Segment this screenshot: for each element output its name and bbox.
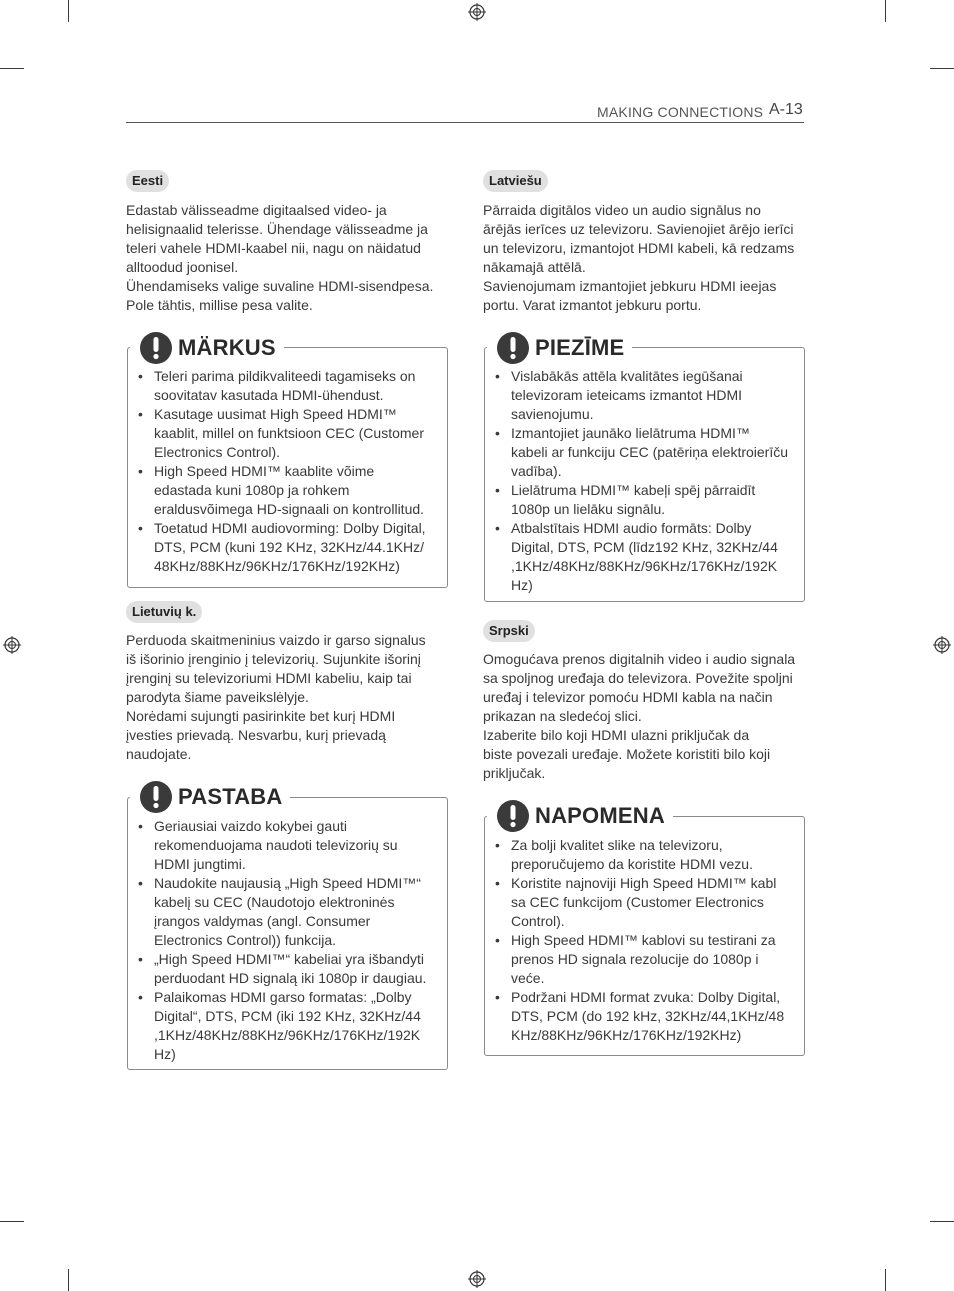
intro-paragraph-latviesu: Pārraida digitālos video un audio signālus no ārējās ierīces uz televizoru. Savienojiet ārējo ierīci un televizoru, izmantojot HDMI kabeli, kā redzams nākamajā attēlā. Savienojumam izmantojiet jebkuru HDMI ieejas portu. Varat izmantot jebkuru portu. [483, 202, 795, 313]
exclamation-icon [497, 800, 529, 832]
crop-mark [0, 1221, 24, 1222]
list-item: • Izmantojiet jaunāko lielātruma HDMI™ kabeli ar funkciju CEC (patēriņa elektroierīču vadība). [494, 424, 796, 481]
list-item: • Atbalstītais HDMI audio formāts: Dolby Digital, DTS, PCM (līdz192 KHz, 32KHz/44 ,1KHz/48KHz/88KHz/96KHz/176KHz/192K Hz) [494, 519, 796, 595]
list-item: • Vislabākās attēla kvalitātes iegūšanai televizoram ieteicams izmantot HDMI savienojumu. [494, 367, 796, 424]
intro-paragraph-eesti: Edastab välisseadme digitaalsed video- ja helisignaalid telerisse. Ühendage välisseadme ja teleri vahele HDMI-kaabel nii, nagu on näidatud alltoodud joonisel. Ühendamiseks valige suvaline HDMI-sisendpesa. Pole tähtis, millise pesa valite. [126, 202, 434, 313]
list-item: • High Speed HDMI™ kaablite võime edastada kuni 1080p ja rohkem eraldusvõimega HD-signaali on kontrollitud. [137, 462, 437, 519]
exclamation-icon [140, 781, 172, 813]
note-title: PASTABA [178, 784, 283, 809]
note-title: MÄRKUS [178, 335, 276, 360]
note-list-eesti [137, 367, 437, 576]
crop-mark [930, 1221, 954, 1222]
list-item: • Toetatud HDMI audiovorming: Dolby Digital, DTS, PCM (kuni 192 KHz, 32KHz/44.1KHz/ 48KHz/88KHz/96KHz/176KHz/192KHz) [137, 519, 437, 576]
crop-mark [885, 1269, 886, 1291]
header-rule [126, 122, 804, 123]
list-item: • Geriausiai vaizdo kokybei gauti rekomenduojama naudoti televizorių su HDMI jungtimi. [137, 817, 439, 874]
crop-mark [930, 68, 954, 69]
list-item: • Koristite najnoviji High Speed HDMI™ kabl sa CEC funkcijom (Customer Electronics Control). [494, 874, 796, 931]
note-title: PIEZĪME [535, 335, 625, 360]
list-item: • Palaikomas HDMI garso formatas: „Dolby Digital“, DTS, PCM (iki 192 KHz, 32KHz/44 ,1KHz/48KHz/88KHz/96KHz/176KHz/192K Hz) [137, 988, 439, 1064]
note-list-latviesu [494, 367, 796, 595]
language-badge-eesti: Eesti [126, 170, 169, 192]
crop-mark [68, 1269, 69, 1291]
intro-paragraph-lietuviu: Perduoda skaitmeninius vaizdo ir garso signalus iš išorinio įrenginio į televizorių. Sujunkite išorinį įrenginį su televizoriumi HDMI kabeliu, kaip tai parodyta šiame paveikslėlyje. Norėdami sujungti pasirinkite bet kurį HDMI įvesties prievadą. Nesvarbu, kurį prievadą naudojate. [126, 632, 426, 762]
note-list-srpski [494, 836, 796, 1045]
section-title: MAKING CONNECTIONS [597, 104, 764, 120]
crop-mark [885, 0, 886, 22]
list-item: • Teleri parima pildikvaliteedi tagamiseks on soovitatav kasutada HDMI-ühendust. [137, 367, 437, 405]
note-header-latviesu [487, 330, 632, 366]
registration-mark-icon [468, 3, 486, 21]
note-title: NAPOMENA [535, 803, 665, 828]
registration-mark-icon [468, 1270, 486, 1288]
note-header-lietuviu [130, 779, 290, 815]
registration-mark-icon [933, 636, 951, 654]
note-list-lietuviu [137, 817, 439, 1064]
page-number: A-13 [769, 101, 803, 118]
note-header-eesti [130, 330, 284, 366]
language-badge-latviesu: Latviešu [483, 170, 548, 192]
language-badge-lietuviu: Lietuvių k. [126, 601, 202, 623]
exclamation-icon [497, 332, 529, 364]
list-item: • „High Speed HDMI™“ kabeliai yra išbandyti perduodant HD signalą iki 1080p ir daugiau. [137, 950, 439, 988]
crop-mark [68, 0, 69, 22]
list-item: • High Speed HDMI™ kablovi su testirani za prenos HD signala rezolucije do 1080p i veće. [494, 931, 796, 988]
list-item: • Naudokite naujausią „High Speed HDMI™“ kabelį su CEC (Naudotojo elektroninės įrangos valdymas (angl. Consumer Electronics Control)) funkcija. [137, 874, 439, 950]
intro-paragraph-srpski: Omogućava prenos digitalnih video i audio signala sa spoljnog uređaja do televizora. Povežite spoljni uređaj i televizor pomoću HDMI kabla na način prikazan na sledećoj slici. Izaberite bilo koji HDMI ulazni priključak da biste povezali uređaje. Možete koristiti bilo koji priključak. [483, 651, 796, 781]
list-item: • Podržani HDMI format zvuka: Dolby Digital, DTS, PCM (do 192 kHz, 32KHz/44,1KHz/48 KHz/88KHz/96KHz/176KHz/192KHz) [494, 988, 796, 1045]
list-item: • Kasutage uusimat High Speed HDMI™ kaablit, millel on funktsioon CEC (Customer Electronics Control). [137, 405, 437, 462]
note-header-srpski [487, 798, 673, 834]
list-item: • Lielātruma HDMI™ kabeļi spēj pārraidīt 1080p un lielāku signālu. [494, 481, 796, 519]
crop-mark [0, 68, 24, 69]
language-badge-srpski: Srpski [483, 620, 535, 642]
registration-mark-icon [3, 636, 21, 654]
exclamation-icon [140, 332, 172, 364]
list-item: • Za bolji kvalitet slike na televizoru, preporučujemo da koristite HDMI vezu. [494, 836, 796, 874]
